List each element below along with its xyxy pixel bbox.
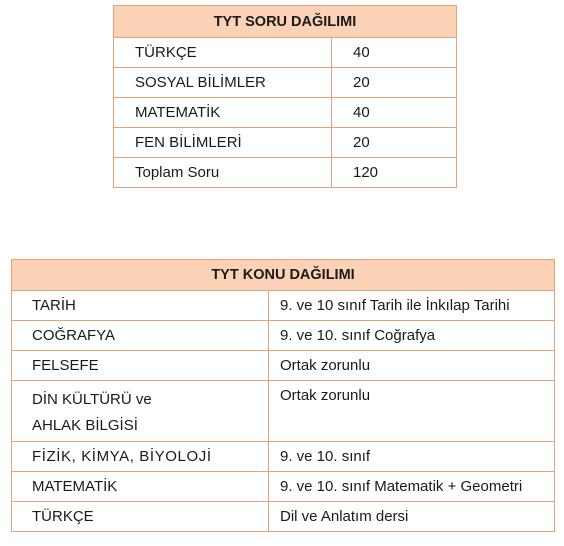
table-row [114, 38, 457, 68]
table-row [12, 381, 555, 442]
konu-cell: Dil ve Anlatım dersi [269, 502, 555, 532]
ders-cell: MATEMATİK [114, 98, 332, 128]
table-row [114, 98, 457, 128]
ders-cell: FEN BİLİMLERİ [114, 128, 332, 158]
ders-line-1: DİN KÜLTÜRÜ ve [32, 391, 152, 408]
table-row [12, 442, 555, 472]
ders-cell: FİZİK, KİMYA, BİYOLOJİ [12, 442, 269, 472]
ders-cell [12, 381, 269, 442]
konu-cell: 9. ve 10. sınıf Coğrafya [269, 321, 555, 351]
ders-cell: TÜRKÇE [12, 502, 269, 532]
konu-cell: 9. ve 10 sınıf Tarih ile İnkılap Tarihi [269, 291, 555, 321]
konu-dagilimi-table [11, 259, 555, 532]
soru-count-cell: 20 [332, 128, 457, 158]
table-title: TYT SORU DAĞILIMI [114, 6, 457, 38]
soru-count-cell: 40 [332, 38, 457, 68]
konu-cell: 9. ve 10. sınıf [269, 442, 555, 472]
soru-count-cell: 40 [332, 98, 457, 128]
table-row-total [114, 158, 457, 188]
ders-cell: MATEMATİK [12, 472, 269, 502]
total-count-cell: 120 [332, 158, 457, 188]
table-header-row [114, 6, 457, 38]
ders-cell: TARİH [12, 291, 269, 321]
ders-cell: TÜRKÇE [114, 38, 332, 68]
table-row [12, 321, 555, 351]
table-row [12, 502, 555, 532]
table-row [114, 68, 457, 98]
table-row [114, 128, 457, 158]
konu-cell: Ortak zorunlu [269, 351, 555, 381]
konu-cell: 9. ve 10. sınıf Matematik + Geometri [269, 472, 555, 502]
table-row [12, 351, 555, 381]
table-header-row [12, 260, 555, 291]
soru-count-cell: 20 [332, 68, 457, 98]
total-label-cell: Toplam Soru [114, 158, 332, 188]
table-title: TYT KONU DAĞILIMI [12, 260, 555, 291]
konu-cell: Ortak zorunlu [269, 381, 555, 442]
ders-cell: SOSYAL BİLİMLER [114, 68, 332, 98]
soru-dagilimi-table [113, 5, 457, 188]
ders-cell: COĞRAFYA [12, 321, 269, 351]
ders-cell: FELSEFE [12, 351, 269, 381]
table-row [12, 472, 555, 502]
table-row [12, 291, 555, 321]
ders-line-2: AHLAK BİLGİSİ [32, 417, 138, 434]
